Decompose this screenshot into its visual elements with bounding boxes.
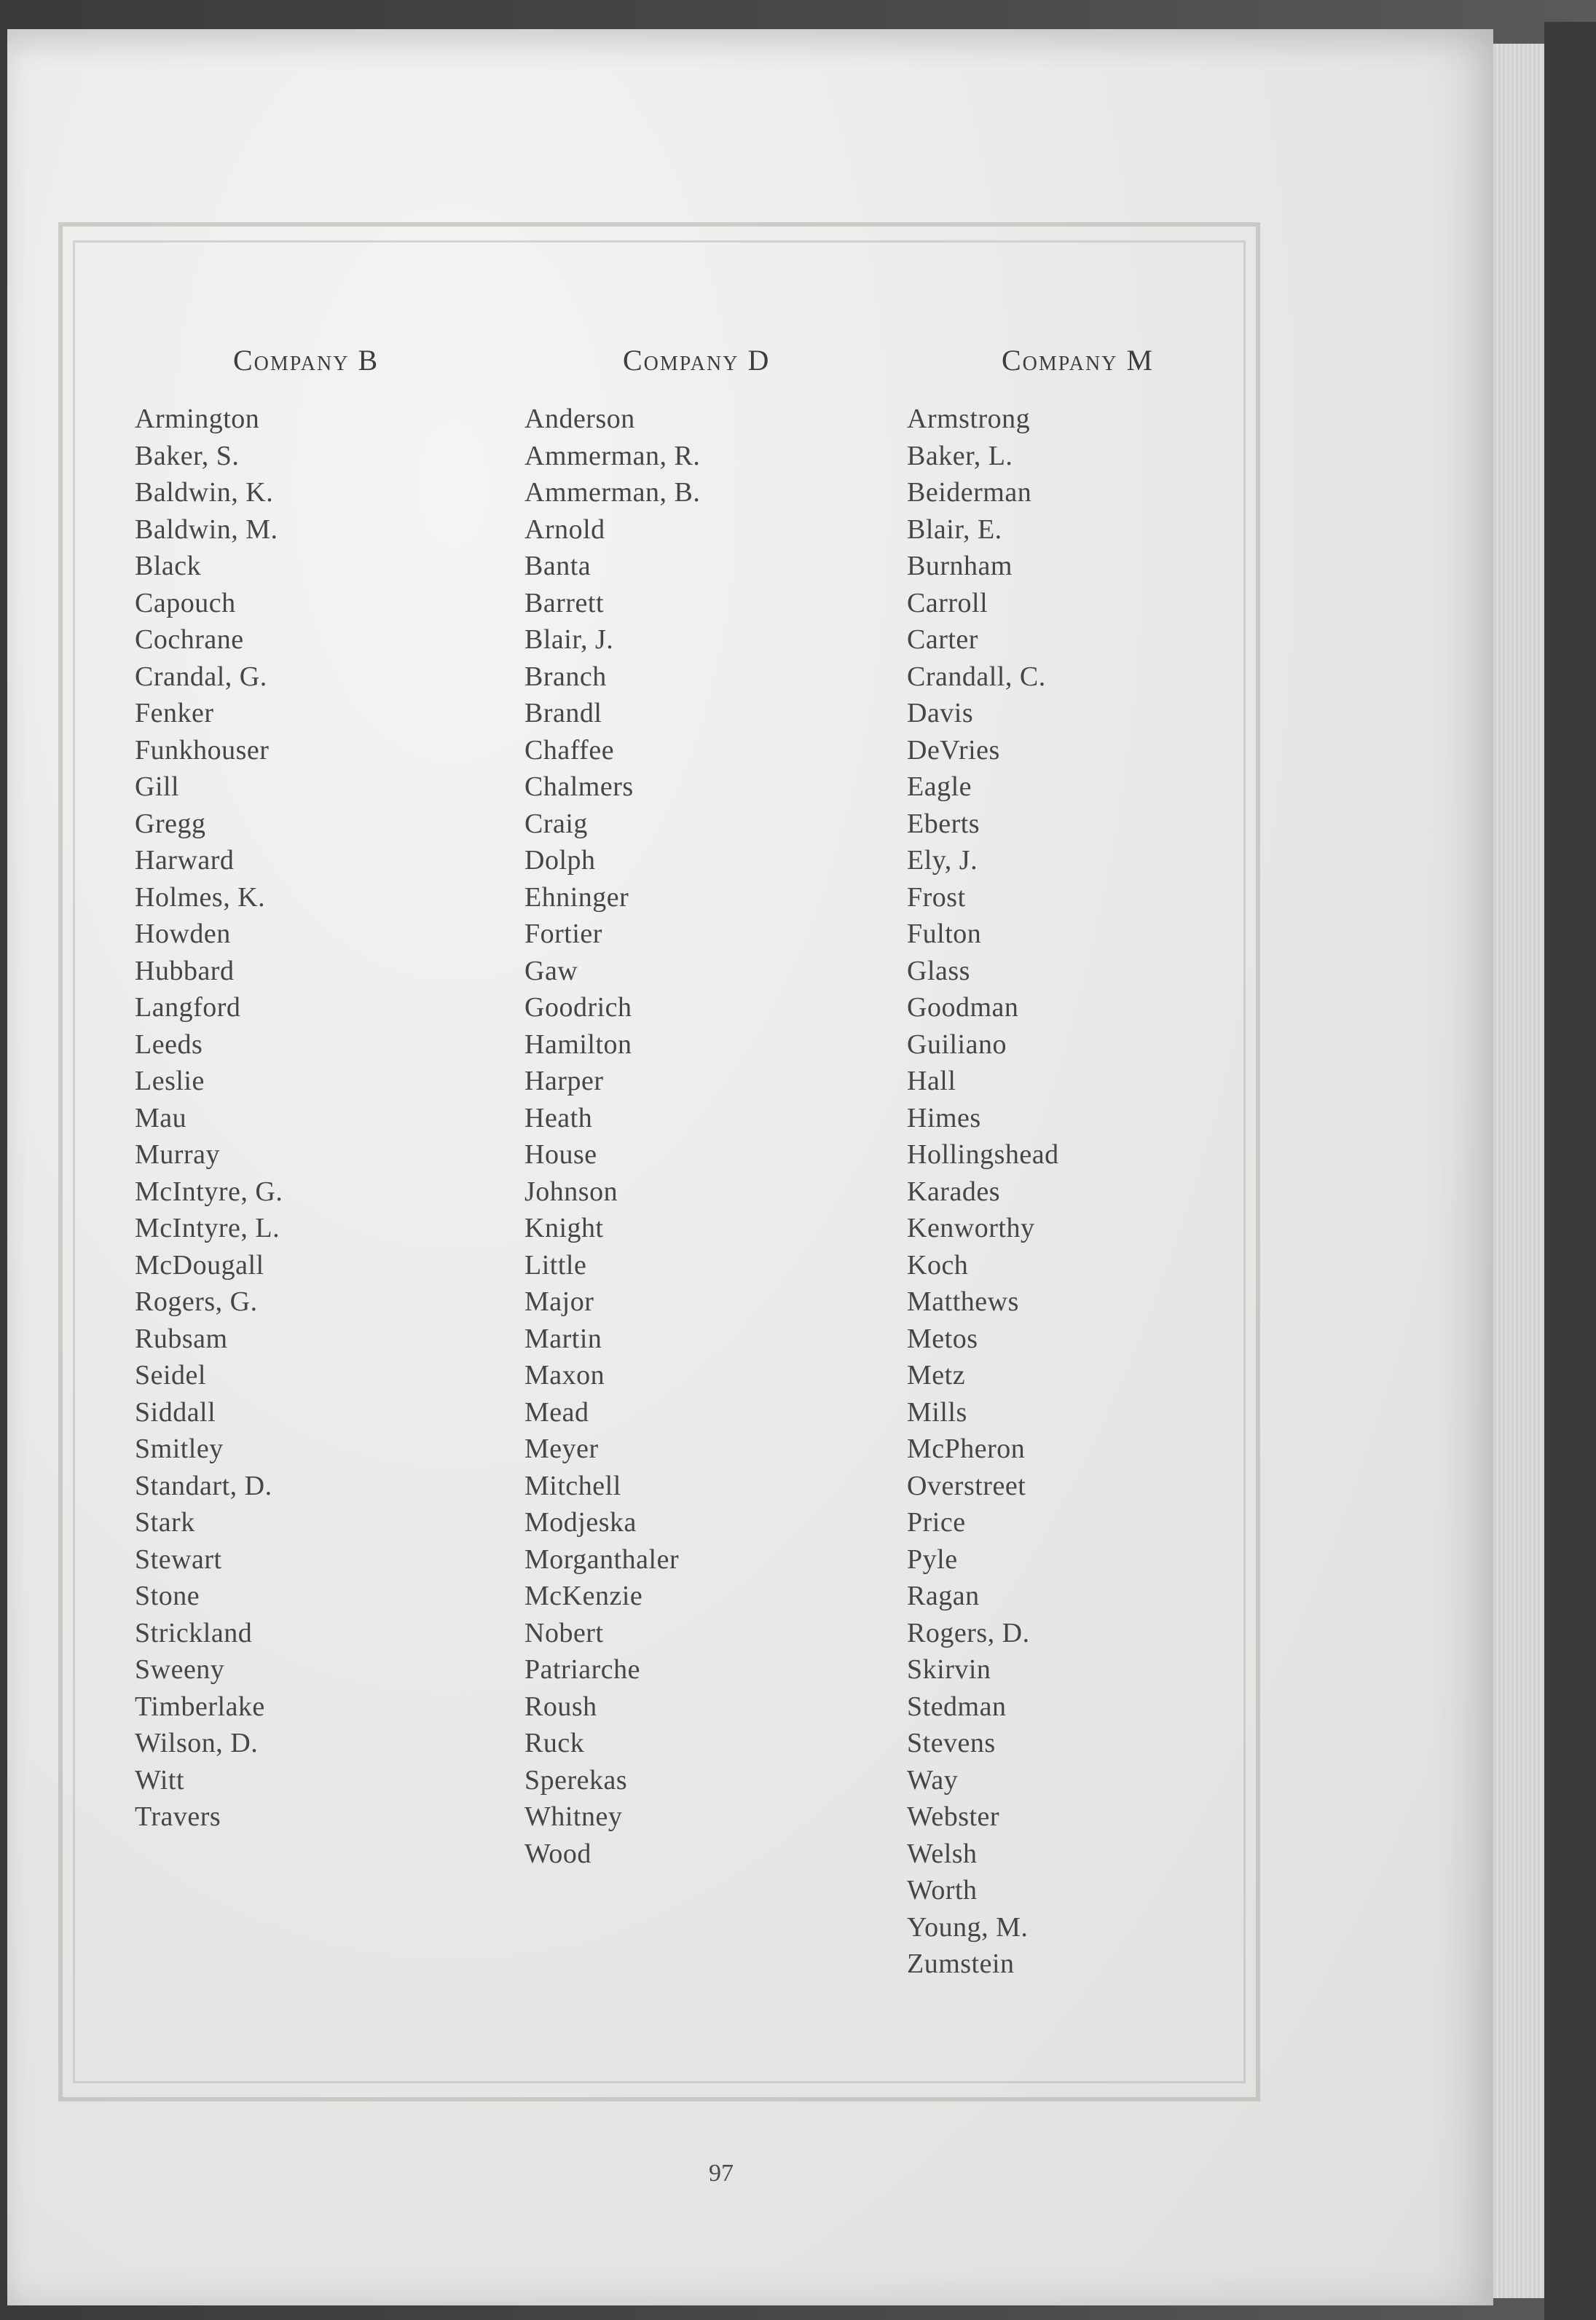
roster-name: Himes xyxy=(907,1102,981,1133)
roster-name: Blair, J. xyxy=(524,624,614,655)
roster-name: Brandl xyxy=(524,698,602,728)
roster-name: Guiliano xyxy=(907,1029,1007,1060)
roster-name: Goodrich xyxy=(524,992,632,1023)
roster-name: Seidel xyxy=(135,1360,206,1391)
roster-name: DeVries xyxy=(907,734,1000,766)
roster-name: Kenworthy xyxy=(907,1213,1035,1243)
roster-name: Sweeny xyxy=(135,1654,225,1685)
roster-name: Baldwin, M. xyxy=(135,514,278,545)
roster-name: Crandall, C. xyxy=(907,661,1046,692)
roster-name: Pyle xyxy=(907,1544,958,1575)
roster-name: Patriarche xyxy=(524,1654,641,1685)
roster-name: Young, M. xyxy=(907,1911,1029,1943)
roster-name: Carroll xyxy=(907,587,988,618)
roster-name: Gill xyxy=(135,771,180,802)
roster-name: Smitley xyxy=(135,1434,224,1464)
roster-name: Roush xyxy=(524,1691,597,1722)
roster-name: Welsh xyxy=(907,1838,978,1869)
roster-name: Zumstein xyxy=(907,1949,1015,1979)
roster-name: Chaffee xyxy=(524,734,615,766)
roster-name: McIntyre, G. xyxy=(135,1176,283,1207)
roster-name: Travers xyxy=(135,1801,221,1832)
roster-name: Leeds xyxy=(135,1029,203,1060)
roster-name: Dolph xyxy=(524,845,596,876)
roster-name: Standart, D. xyxy=(135,1470,272,1501)
roster-name: Branch xyxy=(524,661,607,692)
roster-name: Wood xyxy=(524,1838,591,1869)
roster-name: Ehninger xyxy=(524,881,629,913)
company-m-heading: Company M xyxy=(1002,344,1155,377)
roster-name: Karades xyxy=(907,1176,1000,1207)
roster-name: Mau xyxy=(135,1102,187,1133)
roster-name: Rogers, G. xyxy=(135,1286,258,1317)
roster-name: Burnham xyxy=(907,551,1013,581)
roster-name: Armstrong xyxy=(907,404,1031,434)
roster-name: Murray xyxy=(135,1139,220,1170)
roster-name: Witt xyxy=(135,1764,185,1796)
roster-name: Armington xyxy=(135,404,260,434)
roster-name: Gregg xyxy=(135,808,206,839)
roster-name: Stone xyxy=(135,1581,200,1611)
roster-name: Metz xyxy=(907,1360,966,1391)
roster-name: Hollingshead xyxy=(907,1139,1059,1170)
roster-name: Hubbard xyxy=(135,955,235,986)
roster-name: Martin xyxy=(524,1323,602,1354)
roster-name: Ammerman, R. xyxy=(524,440,701,471)
roster-name: House xyxy=(524,1139,597,1170)
roster-name: Nobert xyxy=(524,1617,604,1648)
roster-name: Eagle xyxy=(907,771,972,802)
roster-name: Blair, E. xyxy=(907,514,1002,545)
roster-name: Baldwin, K. xyxy=(135,477,274,508)
roster-name: Davis xyxy=(907,698,974,728)
company-m-column xyxy=(907,342,1286,1983)
roster-name: Banta xyxy=(524,551,591,581)
roster-name: Maxon xyxy=(524,1360,605,1391)
roster-name: Gaw xyxy=(524,955,578,986)
roster-name: Frost xyxy=(907,881,966,913)
roster-name: Black xyxy=(135,551,202,581)
roster-name: Johnson xyxy=(524,1176,618,1207)
roster-name: Carter xyxy=(907,624,978,655)
roster-name: Chalmers xyxy=(524,771,634,802)
company-b-column xyxy=(135,342,514,1836)
roster-name: Modjeska xyxy=(524,1507,637,1538)
company-d-roster xyxy=(524,401,903,1872)
company-d-column xyxy=(524,342,903,1872)
roster-name: Goodman xyxy=(907,992,1019,1023)
roster-name: Baker, S. xyxy=(135,440,240,471)
roster-name: Fortier xyxy=(524,919,602,949)
roster-name: Heath xyxy=(524,1102,593,1133)
roster-name: Strickland xyxy=(135,1617,253,1648)
roster-name: Mitchell xyxy=(524,1470,621,1501)
roster-name: Stedman xyxy=(907,1691,1007,1722)
roster-name: Barrett xyxy=(524,587,605,618)
roster-name: McPheron xyxy=(907,1434,1026,1464)
roster-name: Anderson xyxy=(524,404,635,434)
roster-name: Way xyxy=(907,1764,959,1796)
roster-name: Fulton xyxy=(907,919,982,949)
roster-name: Metos xyxy=(907,1323,978,1354)
roster-name: Sperekas xyxy=(524,1764,628,1796)
roster-name: Stewart xyxy=(135,1544,222,1575)
roster-name: Rubsam xyxy=(135,1323,228,1354)
roster-name: Harper xyxy=(524,1066,604,1096)
roster-name: Glass xyxy=(907,955,970,986)
roster-name: Beiderman xyxy=(907,477,1032,508)
roster-name: Whitney xyxy=(524,1801,623,1832)
roster-name: Funkhouser xyxy=(135,734,270,766)
roster-name: Morganthaler xyxy=(524,1544,680,1575)
company-b-roster xyxy=(135,401,514,1836)
roster-name: Arnold xyxy=(524,514,605,545)
roster-name: Meyer xyxy=(524,1434,599,1464)
roster-name: Worth xyxy=(907,1875,978,1906)
roster-name: Howden xyxy=(135,919,231,949)
roster-name: Cochrane xyxy=(135,624,244,655)
roster-name: Hall xyxy=(907,1066,956,1096)
roster-name: Baker, L. xyxy=(907,440,1013,471)
company-b-heading: Company B xyxy=(233,344,380,377)
page-number: 97 xyxy=(709,2160,734,2187)
roster-name: McKenzie xyxy=(524,1581,643,1611)
roster-name: Wilson, D. xyxy=(135,1728,259,1758)
roster-name: Harward xyxy=(135,845,235,876)
roster-name: Siddall xyxy=(135,1396,216,1428)
roster-name: Matthews xyxy=(907,1286,1019,1317)
roster-name: Ely, J. xyxy=(907,845,978,876)
roster-name: Langford xyxy=(135,992,241,1023)
roster-name: Leslie xyxy=(135,1066,205,1096)
roster-name: Major xyxy=(524,1286,594,1317)
roster-name: Mills xyxy=(907,1396,967,1428)
roster-name: Webster xyxy=(907,1801,1000,1832)
roster-name: Stevens xyxy=(907,1728,996,1758)
roster-name: Price xyxy=(907,1507,966,1538)
roster-name: Timberlake xyxy=(135,1691,265,1722)
roster-name: Ragan xyxy=(907,1581,980,1611)
roster-name: Crandal, G. xyxy=(135,661,267,692)
roster-name: Ammerman, B. xyxy=(524,477,701,508)
roster-name: Stark xyxy=(135,1507,195,1538)
roster-name: Overstreet xyxy=(907,1470,1026,1501)
roster-name: Capouch xyxy=(135,587,236,618)
company-d-heading: Company D xyxy=(623,344,771,377)
roster-name: McDougall xyxy=(135,1249,264,1281)
roster-name: Fenker xyxy=(135,698,214,728)
roster-name: Mead xyxy=(524,1396,589,1428)
roster-name: Ruck xyxy=(524,1728,585,1758)
roster-name: Hamilton xyxy=(524,1029,632,1060)
roster-name: Craig xyxy=(524,808,588,839)
roster-name: Skirvin xyxy=(907,1654,991,1685)
roster-name: Knight xyxy=(524,1213,604,1243)
book-spine xyxy=(1544,22,1596,2320)
roster-name: Koch xyxy=(907,1249,969,1281)
roster-name: Holmes, K. xyxy=(135,881,266,913)
company-m-roster xyxy=(907,401,1286,1983)
roster-name: Little xyxy=(524,1249,587,1281)
page-edges xyxy=(1493,44,1544,2298)
roster-name: McIntyre, L. xyxy=(135,1213,280,1243)
roster-name: Rogers, D. xyxy=(907,1617,1030,1648)
roster-name: Eberts xyxy=(907,808,980,839)
